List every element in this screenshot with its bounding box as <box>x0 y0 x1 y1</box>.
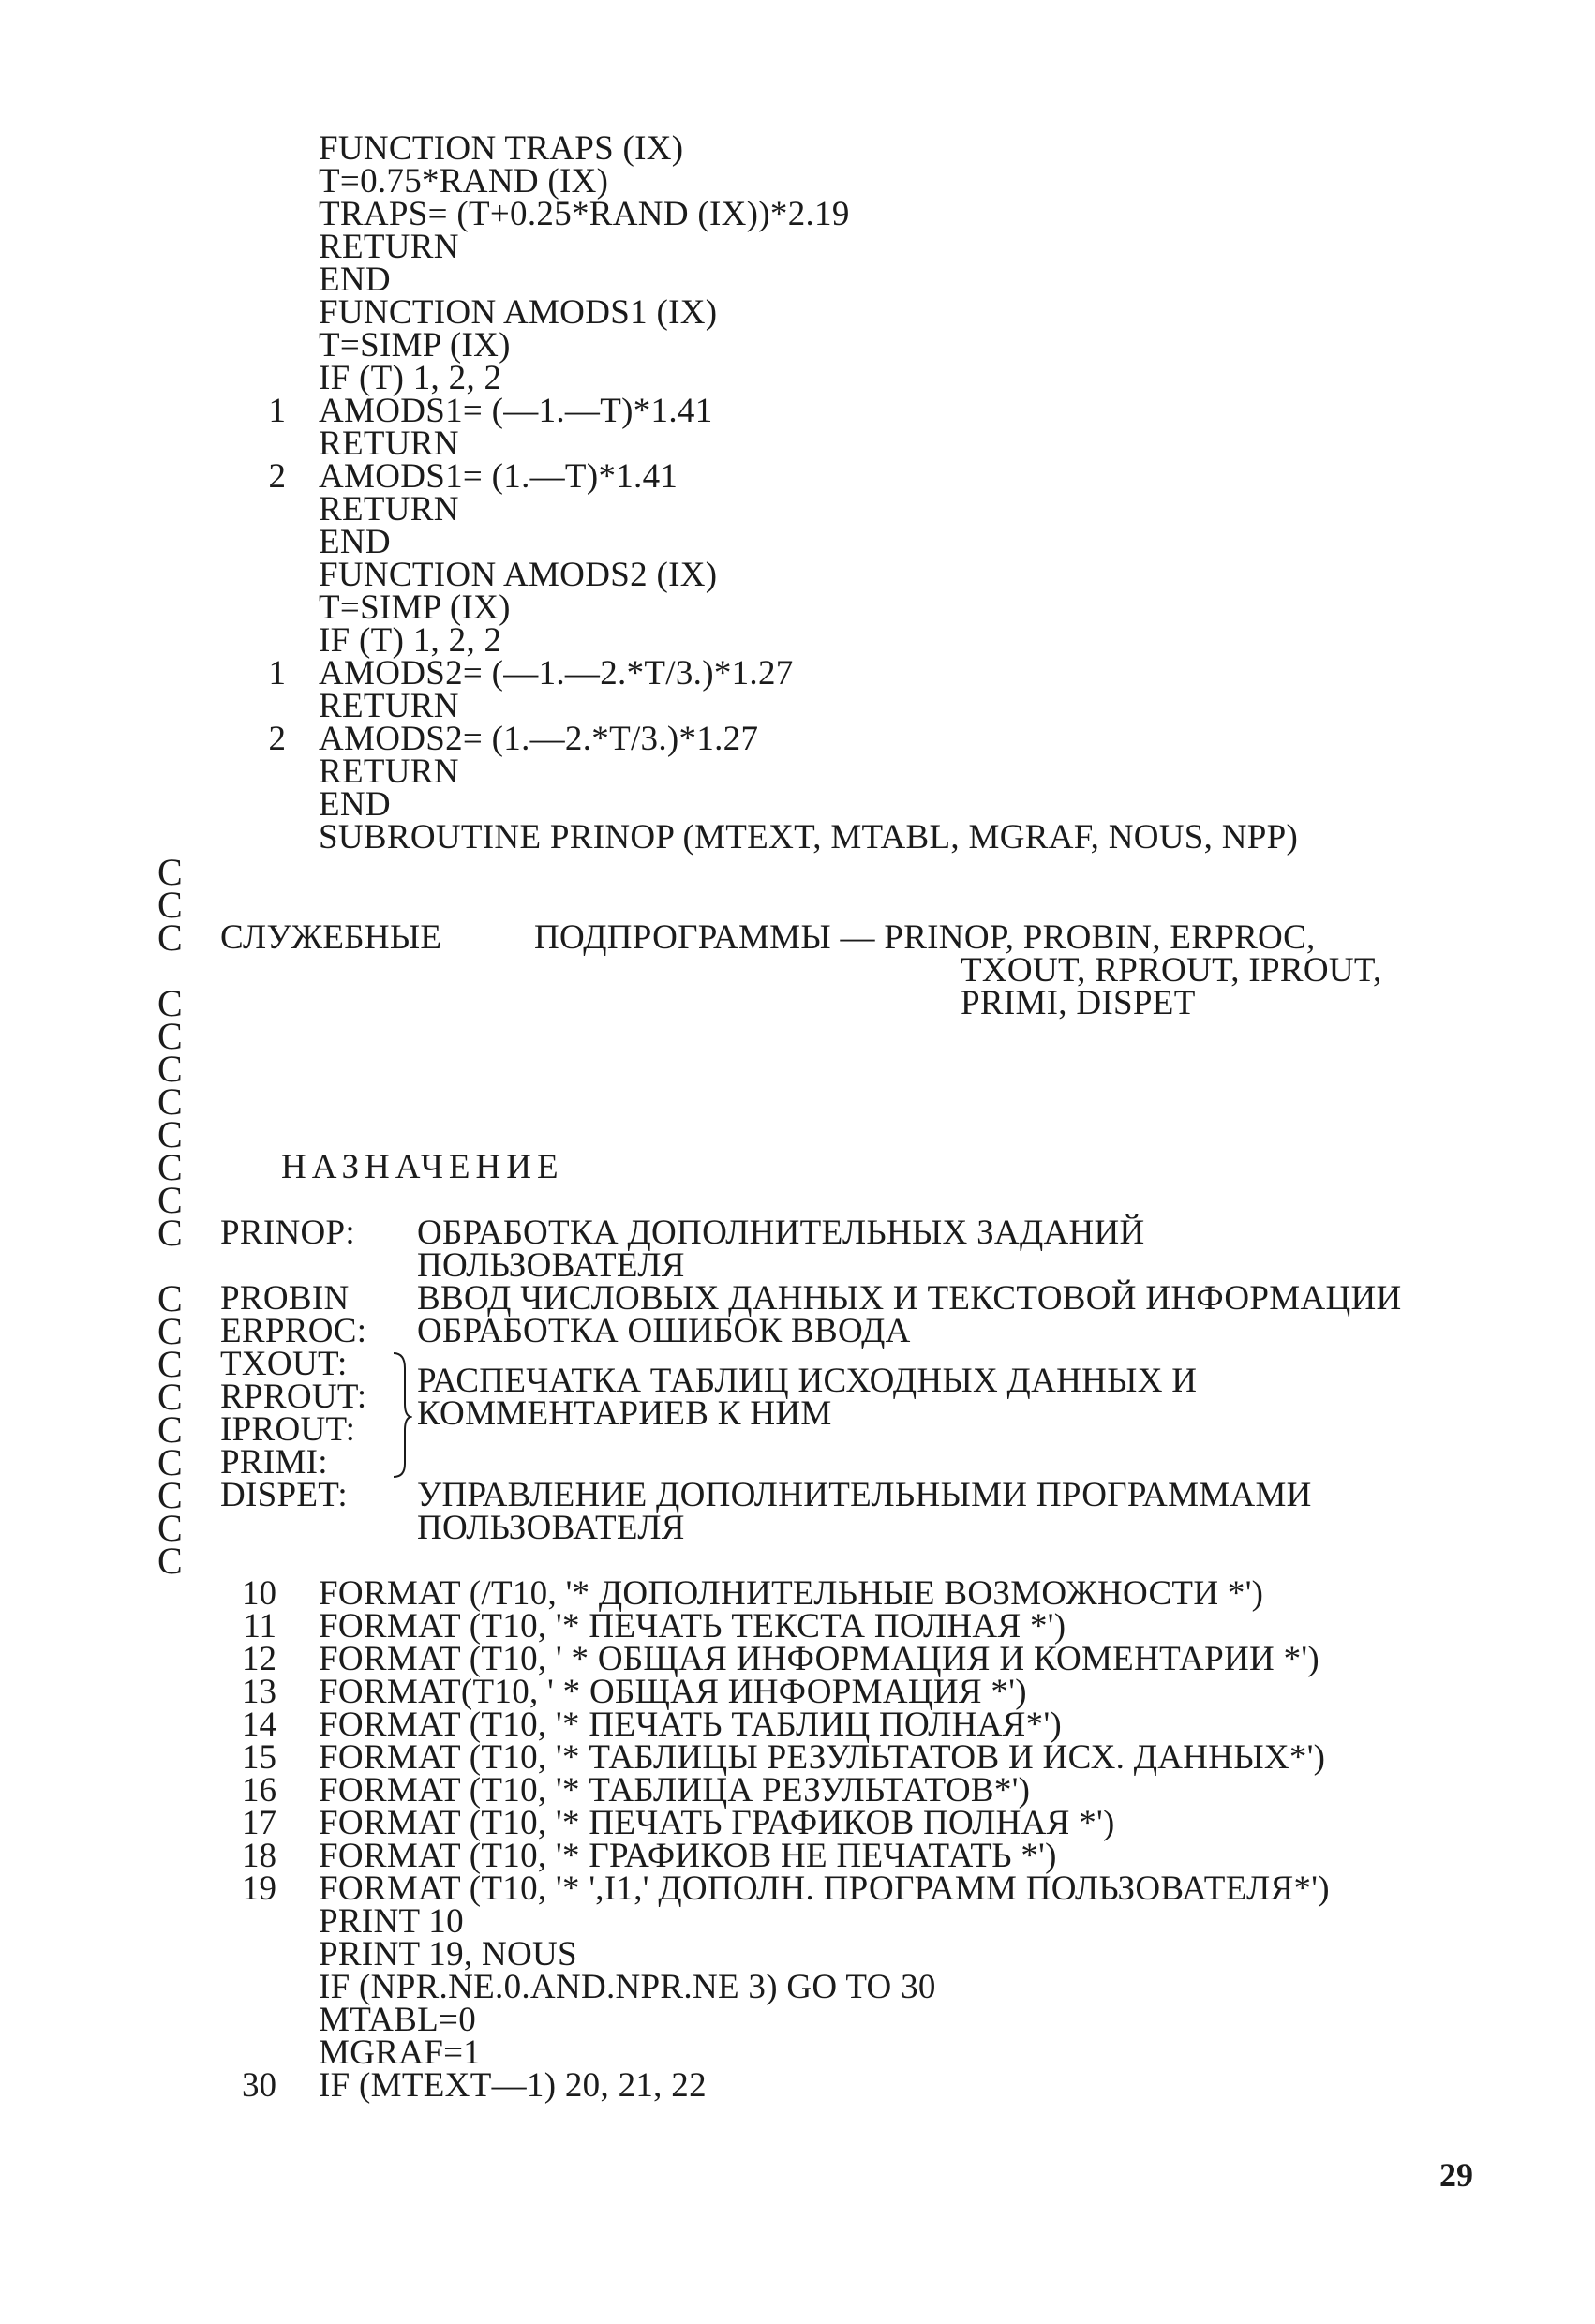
statement-label: 12 <box>242 1640 276 1678</box>
code-line: FORMAT (T10, ' * ОБЩАЯ ИНФОРМАЦИЯ И КОМЕНТАРИИ *') <box>319 1640 1320 1678</box>
comment-mark: C <box>157 1408 183 1451</box>
routine-name-rprout: RPROUT: <box>220 1378 367 1416</box>
purpose-heading: НАЗНАЧЕНИЕ <box>281 1148 564 1186</box>
code-line: END <box>319 785 391 824</box>
routine-name-erproc: ERPROC: <box>220 1312 367 1350</box>
group-desc: КОММЕНТАРИЕВ К НИМ <box>417 1394 832 1433</box>
code-line: FUNCTION AMODS2 (IX) <box>319 556 718 594</box>
code-line: AMODS2= (—1.—2.*T/3.)*1.27 <box>319 654 794 693</box>
code-line: PRINT 10 <box>319 1902 464 1941</box>
comment-mark: C <box>157 1179 183 1221</box>
routine-desc-probin: ВВОД ЧИСЛОВЫХ ДАННЫХ И ТЕКСТОВОЙ ИНФОРМАЦИИ <box>417 1279 1402 1318</box>
comment-mark: C <box>157 1474 183 1516</box>
code-line: PRINT 19, NOUS <box>319 1935 577 1974</box>
group-desc: РАСПЕЧАТКА ТАБЛИЦ ИСХОДНЫХ ДАННЫХ И <box>417 1362 1198 1400</box>
service-heading-middle: ПОДПРОГРАММЫ — PRINOP, PROBIN, ERPROC, <box>534 918 1316 957</box>
code-line: SUBROUTINE PRINOP (MTEXT, MTABL, MGRAF, NOUS, NPP) <box>319 818 1299 857</box>
comment-mark: C <box>157 1212 183 1254</box>
statement-label: 19 <box>242 1870 276 1908</box>
code-line: T=0.75*RAND (IX) <box>319 162 609 201</box>
code-line: IF (NPR.NE.0.AND.NPR.NE 3) GO TO 30 <box>319 1968 936 2006</box>
comment-mark: C <box>157 884 183 926</box>
code-line: RETURN <box>319 752 459 791</box>
routine-desc-prinop: ОБРАБОТКА ДОПОЛНИТЕЛЬНЫХ ЗАДАНИЙ <box>417 1214 1145 1252</box>
code-line: MGRAF=1 <box>319 2034 482 2072</box>
page-number: 29 <box>1439 2156 1473 2194</box>
statement-label: 1 <box>268 392 286 430</box>
comment-mark: C <box>157 1376 183 1418</box>
code-line: END <box>319 261 391 299</box>
code-line: RETURN <box>319 687 459 725</box>
comment-mark: C <box>157 851 183 893</box>
comment-mark: C <box>157 1146 183 1188</box>
statement-label: 2 <box>268 720 286 758</box>
code-line: FORMAT (T10, '* ПЕЧАТЬ ГРАФИКОВ ПОЛНАЯ *') <box>319 1804 1115 1842</box>
statement-label: 18 <box>242 1837 276 1875</box>
comment-mark: C <box>157 1310 183 1352</box>
comment-mark: C <box>157 1048 183 1090</box>
routine-name-txout: TXOUT: <box>220 1345 348 1383</box>
comment-mark: C <box>157 1080 183 1123</box>
service-heading-line3: PRIMI, DISPET <box>961 984 1196 1022</box>
grouping-brace <box>388 1349 412 1481</box>
code-line: IF (T) 1, 2, 2 <box>319 621 502 660</box>
code-line: FORMAT (T10, '* ТАБЛИЦЫ РЕЗУЛЬТАТОВ И ИСХ. ДАННЫХ*') <box>319 1738 1326 1777</box>
comment-mark: C <box>157 1343 183 1385</box>
statement-label: 2 <box>268 457 286 496</box>
code-line: FORMAT(T10, ' * ОБЩАЯ ИНФОРМАЦИЯ *') <box>319 1673 1027 1711</box>
comment-mark: C <box>157 916 183 959</box>
comment-mark: C <box>157 1277 183 1319</box>
comment-mark: C <box>157 1507 183 1549</box>
routine-desc-prinop: ПОЛЬЗОВАТЕЛЯ <box>417 1246 685 1285</box>
routine-name-primi: PRIMI: <box>220 1443 328 1482</box>
routine-desc-erproc: ОБРАБОТКА ОШИБОК ВВОДА <box>417 1312 911 1350</box>
service-heading-left: СЛУЖЕБНЫЕ <box>220 918 442 957</box>
code-line: FORMAT (T10, '* ГРАФИКОВ НЕ ПЕЧАТАТЬ *') <box>319 1837 1057 1875</box>
routine-name-prinop: PRINOP: <box>220 1214 355 1252</box>
code-line: AMODS1= (—1.—T)*1.41 <box>319 392 713 430</box>
code-line: FORMAT (/T10, '* ДОПОЛНИТЕЛЬНЫЕ ВОЗМОЖНОСТИ *') <box>319 1574 1264 1613</box>
code-line: IF (MTEXT—1) 20, 21, 22 <box>319 2066 707 2105</box>
code-line: TRAPS= (T+0.25*RAND (IX))*2.19 <box>319 195 850 233</box>
statement-label: 30 <box>242 2066 276 2105</box>
statement-label: 1 <box>268 654 286 693</box>
code-line: MTABL=0 <box>319 2001 477 2039</box>
statement-label: 13 <box>242 1673 276 1711</box>
code-line: AMODS1= (1.—T)*1.41 <box>319 457 678 496</box>
code-line: FORMAT (T10, '* ПЕЧАТЬ ТАБЛИЦ ПОЛНАЯ*') <box>319 1706 1063 1744</box>
code-line: FORMAT (T10, '* ',I1,' ДОПОЛН. ПРОГРАММ ПОЛЬЗОВАТЕЛЯ*') <box>319 1870 1330 1908</box>
routine-name-dispet: DISPET: <box>220 1476 348 1514</box>
statement-label: 15 <box>242 1738 276 1777</box>
comment-mark: C <box>157 1441 183 1483</box>
statement-label: 11 <box>243 1607 276 1646</box>
code-line: FUNCTION TRAPS (IX) <box>319 129 684 168</box>
code-line: FORMAT (T10, '* ПЕЧАТЬ ТЕКСТА ПОЛНАЯ *') <box>319 1607 1066 1646</box>
code-line: T=SIMP (IX) <box>319 588 511 627</box>
statement-label: 10 <box>242 1574 276 1613</box>
code-line: IF (T) 1, 2, 2 <box>319 359 502 397</box>
code-line: RETURN <box>319 490 459 529</box>
statement-label: 17 <box>242 1804 276 1842</box>
code-line: FORMAT (T10, '* ТАБЛИЦА РЕЗУЛЬТАТОВ*') <box>319 1771 1031 1810</box>
code-line: FUNCTION AMODS1 (IX) <box>319 293 718 332</box>
code-line: T=SIMP (IX) <box>319 326 511 365</box>
code-line: END <box>319 523 391 561</box>
service-heading-line2: TXOUT, RPROUT, IPROUT, <box>961 951 1382 990</box>
comment-mark: C <box>157 982 183 1024</box>
routine-desc-dispet: ПОЛЬЗОВАТЕЛЯ <box>417 1509 685 1547</box>
routine-desc-dispet: УПРАВЛЕНИЕ ДОПОЛНИТЕЛЬНЫМИ ПРОГРАММАМИ <box>417 1476 1312 1514</box>
code-line: AMODS2= (1.—2.*T/3.)*1.27 <box>319 720 759 758</box>
comment-mark: C <box>157 1113 183 1155</box>
code-line: RETURN <box>319 425 459 463</box>
comment-mark: C <box>157 1015 183 1057</box>
statement-label: 16 <box>242 1771 276 1810</box>
code-line: RETURN <box>319 228 459 266</box>
routine-name-iprout: IPROUT: <box>220 1410 356 1449</box>
statement-label: 14 <box>242 1706 276 1744</box>
comment-mark: C <box>157 1540 183 1582</box>
routine-name-probin: PROBIN <box>220 1279 350 1318</box>
